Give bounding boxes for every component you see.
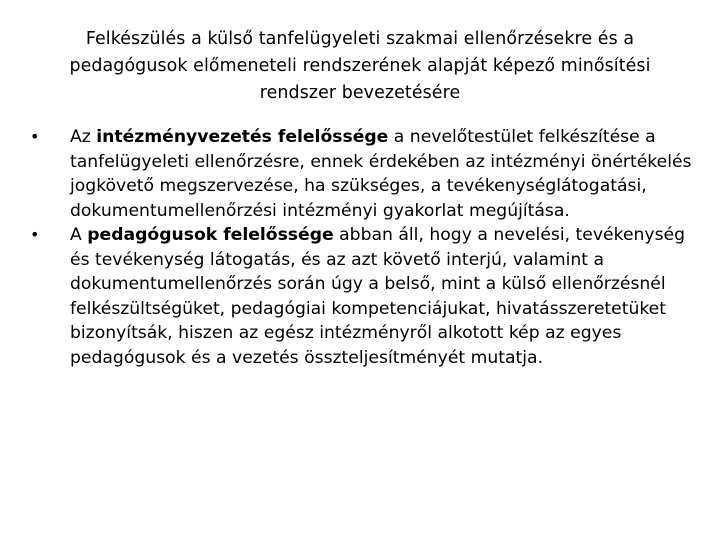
bullet-marker: • bbox=[30, 225, 40, 244]
bullet-list bbox=[30, 125, 698, 370]
slide-title: Felkészülés a külső tanfelügyeleti szakmai ellenőrzésekre és a pedagógusok előmeneteli rendszerének alapját képező minősítési rendszer bevezetésére bbox=[69, 29, 651, 103]
bullet-body-text: abban áll, hogy a nevelési, tevékenység és tevékenység látogatás, és az azt követő interjú, valamint a dokumentumellenőrzés során úgy a belső, mint a külső ellenőrzésnél felkészültségüket, pedagógiai kompetenciájukat, hivatásszeretetüket bizonyítsák, hiszen az egész intézményről alkotott kép az egyes pedagógusok és a vezetés összteljesítményét mutatja. bbox=[70, 225, 686, 368]
bullet-emphasis: intézményvezetés felelőssége bbox=[96, 127, 389, 147]
bullet-lead-text: Az bbox=[70, 127, 97, 147]
bullet-body-text: a nevelőtestület felkészítése a tanfelügyeleti ellenőrzésre, ennek érdekében az intézményi önértékelés jogkövető megszervezése, ha szükséges, a tevékenységlátogatási, dokumentumellenőrzési intézményi gyakorlat megújítása. bbox=[70, 127, 692, 221]
bullet-lead-text: A bbox=[70, 225, 88, 245]
bullet-emphasis: pedagógusok felelőssége bbox=[87, 225, 334, 245]
bullet-marker: • bbox=[30, 127, 40, 146]
bullet-item-2 bbox=[30, 223, 698, 370]
bullet-item-1 bbox=[30, 125, 698, 223]
